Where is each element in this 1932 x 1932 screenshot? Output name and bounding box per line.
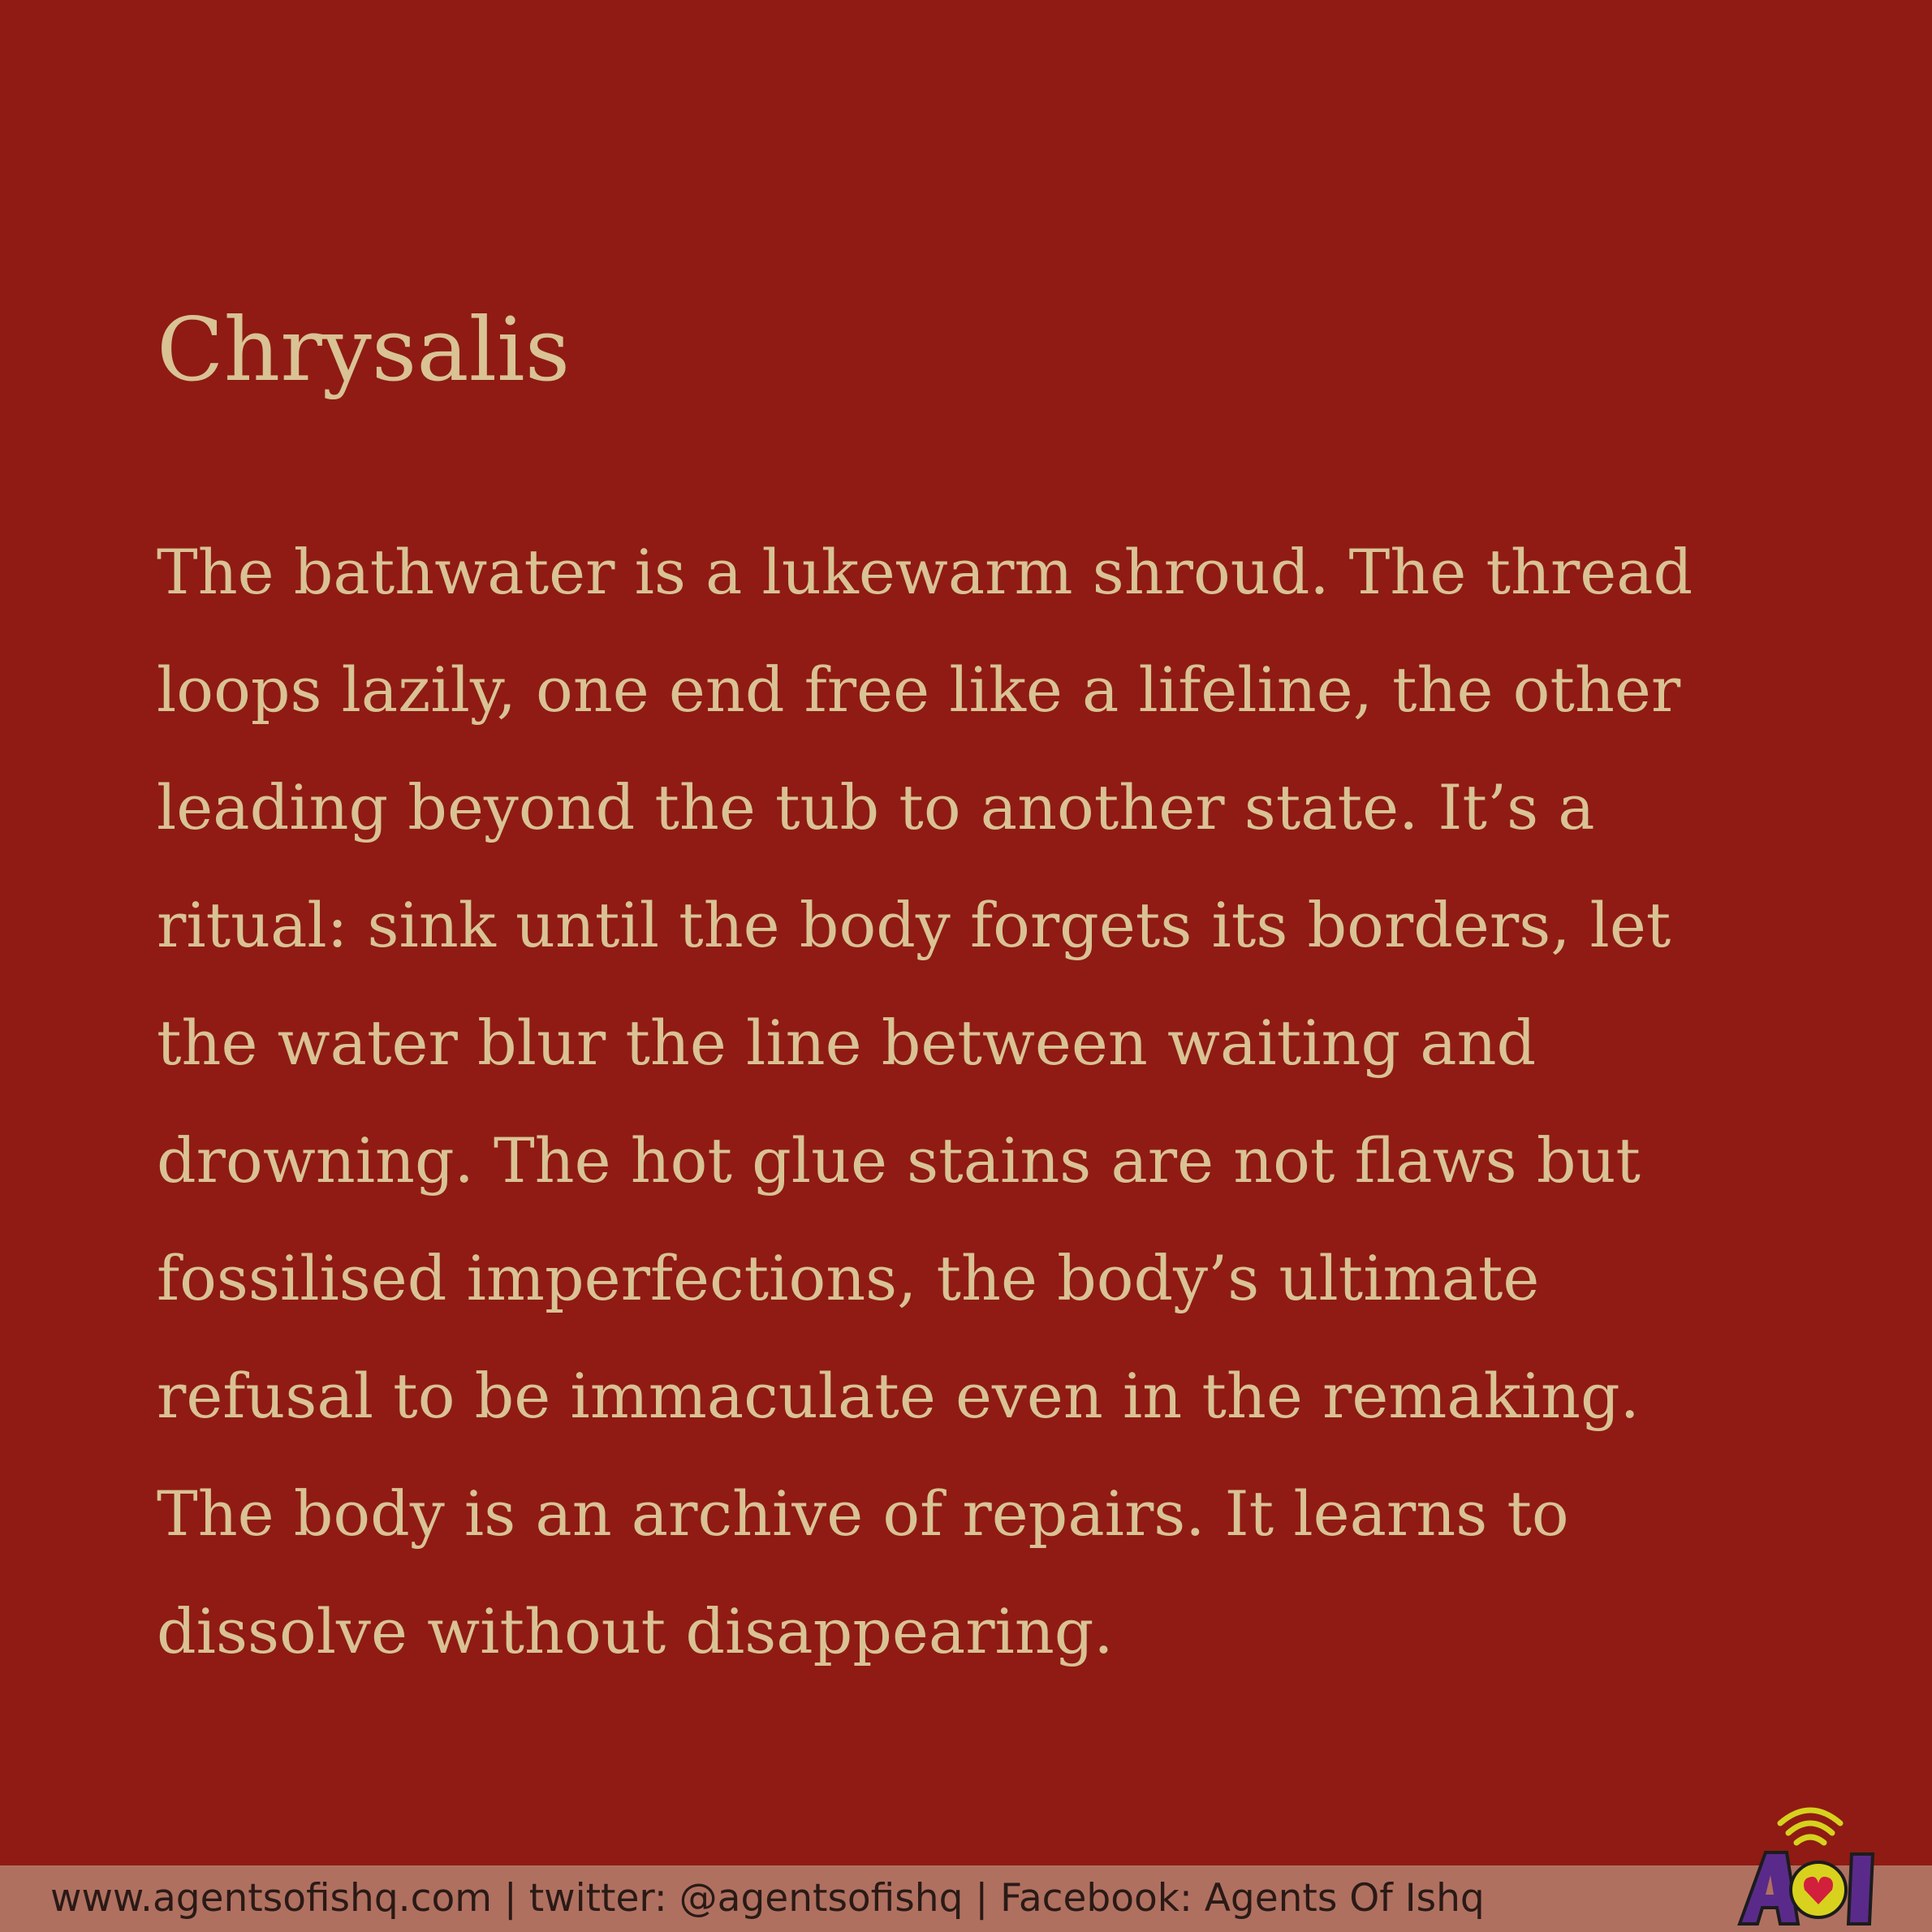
poem-line: loops lazily, one end free like a lifeline, the other [157,653,1681,726]
agents-of-ishq-logo-icon [1733,1794,1879,1932]
poem-title: Chrysalis [157,300,571,401]
poem-line: drowning. The hot glue stains are not flaws but [157,1124,1641,1197]
poem-line: refusal to be immaculate even in the remaking. [157,1360,1640,1432]
poem-line: dissolve without disappearing. [157,1595,1114,1667]
poem-line: leading beyond the tub to another state. It’s a [157,771,1595,843]
poem-line: the water blur the line between waiting and [157,1007,1537,1079]
poem-line: fossilised imperfections, the body’s ultimate [157,1242,1540,1314]
poem-line: The body is an archive of repairs. It learns to [157,1477,1569,1550]
poem-line: ritual: sink until the body forgets its borders, let [157,889,1671,961]
footer-credits: www.agentsofishq.com | twitter: @agentsofishq | Facebook: Agents Of Ishq [50,1876,1485,1921]
poem-line: The bathwater is a lukewarm shroud. The thread [157,536,1693,608]
poem-body [157,513,1813,1690]
